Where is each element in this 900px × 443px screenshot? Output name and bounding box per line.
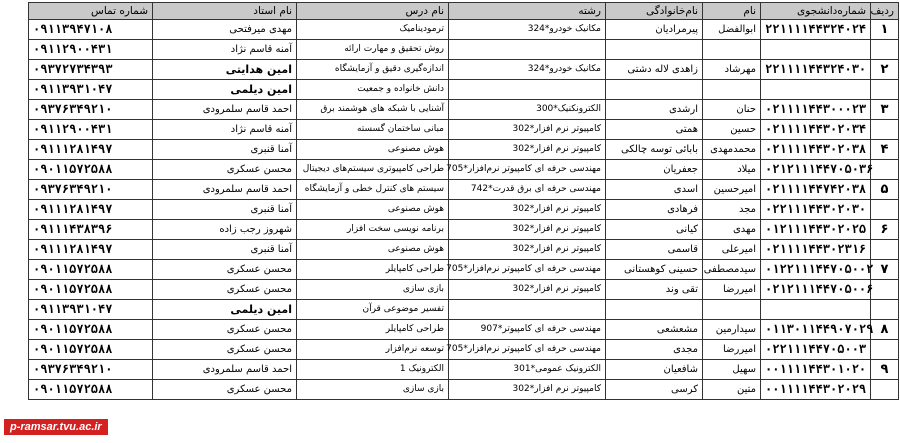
course-cell: هوش مصنوعی	[297, 140, 449, 160]
student-id-cell: ۰۲۱۲۱۱۱۴۴۷۰۵۰۰۶	[761, 280, 871, 300]
table-row	[29, 20, 899, 40]
first-name-cell	[703, 300, 761, 320]
table-row	[29, 360, 899, 380]
first-name-cell: مهرشاد	[703, 60, 761, 80]
first-name-cell	[703, 80, 761, 100]
first-name-cell: امیرعلی	[703, 240, 761, 260]
student-id-cell: ۲۲۱۱۱۱۴۴۳۲۴۰۲۴	[761, 20, 871, 40]
field-cell: کامپیوتر نرم افزار*302	[449, 380, 606, 400]
table-row	[29, 140, 899, 160]
first-name-cell: سیدارمین	[703, 320, 761, 340]
teacher-cell: محسن عسکری	[153, 280, 297, 300]
first-name-cell: امیررضا	[703, 280, 761, 300]
student-id-cell: ۰۲۲۱۱۱۴۴۳۰۲۰۳۰	[761, 200, 871, 220]
row-number-cell: ۲	[871, 60, 899, 80]
last-name-cell: کیانی	[606, 220, 703, 240]
course-cell: ترمودینامیک	[297, 20, 449, 40]
phone-cell: ۰۹۳۷۲۷۳۴۳۹۳	[29, 60, 153, 80]
field-cell: مکانیک خودرو*324	[449, 60, 606, 80]
teacher-cell: شهروز رجب زاده	[153, 220, 297, 240]
field-cell: مهندسی حرفه ای کامپیوتر نرم‌افزار*705	[449, 340, 606, 360]
row-number-cell	[871, 280, 899, 300]
student-id-cell: ۰۰۱۱۱۱۴۴۳۰۲۰۲۹	[761, 380, 871, 400]
row-number-cell: ۸	[871, 320, 899, 340]
student-id-cell: ۰۲۱۱۱۱۴۴۳۰۰۰۲۳	[761, 100, 871, 120]
header-phone: شماره تماس	[29, 3, 153, 20]
student-id-cell: ۰۲۲۱۱۱۴۴۷۰۵۰۰۳	[761, 340, 871, 360]
table-row	[29, 260, 899, 280]
row-number-cell: ۷	[871, 260, 899, 280]
field-cell: کامپیوتر نرم افزار*302	[449, 220, 606, 240]
teacher-cell: احمد قاسم سلمرودی	[153, 100, 297, 120]
table-row	[29, 380, 899, 400]
teacher-cell: محسن عسکری	[153, 160, 297, 180]
header-student-id: شماره‌دانشجوی	[761, 3, 871, 20]
teacher-cell: احمد قاسم سلمرودی	[153, 180, 297, 200]
course-cell: تفسیر موضوعی قرآن	[297, 300, 449, 320]
course-cell: طراحی کامپیوتری سیستم‌های دیجیتال	[297, 160, 449, 180]
teacher-cell: آمنه قاسم نژاد	[153, 40, 297, 60]
phone-cell: ۰۹۰۱۱۵۷۲۵۸۸	[29, 340, 153, 360]
first-name-cell: سیدمصطفی	[703, 260, 761, 280]
last-name-cell: مجدی	[606, 340, 703, 360]
first-name-cell: حنان	[703, 100, 761, 120]
field-cell: مکانیک خودرو*324	[449, 20, 606, 40]
field-cell: مهندسی حرفه ای کامپیوتر*907	[449, 320, 606, 340]
table-row	[29, 180, 899, 200]
course-cell: روش تحقیق و مهارت ارائه	[297, 40, 449, 60]
course-cell: بازی سازی	[297, 380, 449, 400]
first-name-cell: امیررضا	[703, 340, 761, 360]
phone-cell: ۰۹۰۱۱۵۷۲۵۸۸	[29, 260, 153, 280]
course-cell: برنامه نویسی سخت افزار	[297, 220, 449, 240]
phone-cell: ۰۹۰۱۱۵۷۲۵۸۸	[29, 380, 153, 400]
first-name-cell	[703, 40, 761, 60]
student-id-cell	[761, 300, 871, 320]
phone-cell: ۰۹۱۱۳۹۴۷۱۰۸	[29, 20, 153, 40]
last-name-cell	[606, 300, 703, 320]
teacher-cell: مهدی میرفتحی	[153, 20, 297, 40]
course-cell: توسعه نرم‌افزار	[297, 340, 449, 360]
course-cell: بازی سازی	[297, 280, 449, 300]
table-row	[29, 40, 899, 60]
last-name-cell	[606, 40, 703, 60]
phone-cell: ۰۹۰۱۱۵۷۲۵۸۸	[29, 280, 153, 300]
row-number-cell: ۹	[871, 360, 899, 380]
first-name-cell: ابوالفضل	[703, 20, 761, 40]
row-number-cell: ۱	[871, 20, 899, 40]
phone-cell: ۰۹۱۱۲۹۰۰۴۳۱	[29, 120, 153, 140]
table-row	[29, 300, 899, 320]
student-id-cell: ۰۱۱۳۰۱۱۴۴۹۰۷۰۲۹	[761, 320, 871, 340]
row-number-cell: ۴	[871, 140, 899, 160]
last-name-cell: اسدی	[606, 180, 703, 200]
teacher-cell: امین هدایتی	[153, 60, 297, 80]
first-name-cell: متین	[703, 380, 761, 400]
row-number-cell	[871, 160, 899, 180]
first-name-cell: سهیل	[703, 360, 761, 380]
header-last-name: نام‌خانوادگی	[606, 3, 703, 20]
row-number-cell: ۵	[871, 180, 899, 200]
course-cell: هوش مصنوعی	[297, 200, 449, 220]
row-number-cell	[871, 120, 899, 140]
field-cell: الکترونیک عمومی*301	[449, 360, 606, 380]
last-name-cell: جعفریان	[606, 160, 703, 180]
header-teacher: نام استاد	[153, 3, 297, 20]
last-name-cell: بابائی توسه چالکی	[606, 140, 703, 160]
last-name-cell: شافعیان	[606, 360, 703, 380]
phone-cell: ۰۹۱۱۱۲۸۱۴۹۷	[29, 140, 153, 160]
student-id-cell: ۰۲۱۱۱۱۴۴۷۴۲۰۳۸	[761, 180, 871, 200]
student-id-cell: ۰۲۱۲۱۱۱۴۴۷۰۵۰۳۶	[761, 160, 871, 180]
table-row	[29, 160, 899, 180]
last-name-cell: تقی وند	[606, 280, 703, 300]
student-id-cell: ۲۲۱۱۱۱۴۴۳۲۴۰۳۰	[761, 60, 871, 80]
teacher-cell: محسن عسکری	[153, 380, 297, 400]
row-number-cell: ۶	[871, 220, 899, 240]
field-cell: کامپیوتر نرم افزار*302	[449, 140, 606, 160]
table-row	[29, 200, 899, 220]
course-cell: طراحی کامپایلر	[297, 260, 449, 280]
row-number-cell	[871, 380, 899, 400]
table-row	[29, 280, 899, 300]
course-cell: دانش خانواده و جمعیت	[297, 80, 449, 100]
phone-cell: ۰۹۱۱۱۴۳۸۳۹۶	[29, 220, 153, 240]
course-cell: مبانی ساختمان گسسته	[297, 120, 449, 140]
teacher-cell: امین دیلمی	[153, 80, 297, 100]
course-cell: الکترونیک 1	[297, 360, 449, 380]
field-cell	[449, 300, 606, 320]
field-cell: مهندسی حرفه ای برق قدرت*742	[449, 180, 606, 200]
row-number-cell	[871, 240, 899, 260]
table-row	[29, 100, 899, 120]
first-name-cell: میلاد	[703, 160, 761, 180]
teacher-cell: محسن عسکری	[153, 260, 297, 280]
teacher-cell: احمد قاسم سلمرودی	[153, 360, 297, 380]
table-row	[29, 320, 899, 340]
phone-cell: ۰۹۱۱۳۹۳۱۰۴۷	[29, 300, 153, 320]
first-name-cell: امیرحسین	[703, 180, 761, 200]
student-table	[28, 2, 899, 400]
student-id-cell: ۰۲۱۱۱۱۴۴۳۰۲۰۳۴	[761, 120, 871, 140]
course-cell: اندازه‌گیری دقیق و آزمایشگاه	[297, 60, 449, 80]
phone-cell: ۰۹۱۱۳۹۳۱۰۴۷	[29, 80, 153, 100]
course-cell: سیستم های کنترل خطی و آزمایشگاه	[297, 180, 449, 200]
table-row	[29, 340, 899, 360]
last-name-cell: مشعشعی	[606, 320, 703, 340]
course-cell: آشنایی با شبکه های هوشمند برق	[297, 100, 449, 120]
last-name-cell	[606, 80, 703, 100]
teacher-cell: امین دیلمی	[153, 300, 297, 320]
phone-cell: ۰۹۱۱۲۹۰۰۴۳۱	[29, 40, 153, 60]
teacher-cell: محسن عسکری	[153, 320, 297, 340]
table-row	[29, 60, 899, 80]
phone-cell: ۰۹۰۱۱۵۷۲۵۸۸	[29, 160, 153, 180]
field-cell: کامپیوتر نرم افزار*302	[449, 120, 606, 140]
student-id-cell	[761, 40, 871, 60]
field-cell: کامپیوتر نرم افزار*302	[449, 200, 606, 220]
last-name-cell: حسینی کوهستانی	[606, 260, 703, 280]
last-name-cell: همتی	[606, 120, 703, 140]
first-name-cell: محمدمهدی	[703, 140, 761, 160]
field-cell	[449, 40, 606, 60]
table-row	[29, 120, 899, 140]
student-id-cell: ۰۲۱۱۱۱۴۴۳۰۲۳۱۶	[761, 240, 871, 260]
phone-cell: ۰۹۳۷۶۳۴۹۲۱۰	[29, 180, 153, 200]
student-id-cell: ۰۲۱۱۱۱۴۴۳۰۲۰۳۸	[761, 140, 871, 160]
course-cell: هوش مصنوعی	[297, 240, 449, 260]
header-course: نام درس	[297, 3, 449, 20]
last-name-cell: فرهادی	[606, 200, 703, 220]
teacher-cell: آمنه قاسم نژاد	[153, 120, 297, 140]
row-number-cell: ۳	[871, 100, 899, 120]
row-number-cell	[871, 80, 899, 100]
header-row	[29, 3, 899, 20]
student-id-cell	[761, 80, 871, 100]
last-name-cell: زاهدی لاله دشتی	[606, 60, 703, 80]
row-number-cell	[871, 40, 899, 60]
phone-cell: ۰۹۳۷۶۳۴۹۲۱۰	[29, 100, 153, 120]
field-cell: کامپیوتر نرم افزار*302	[449, 240, 606, 260]
header-first-name: نام	[703, 3, 761, 20]
table-row	[29, 80, 899, 100]
last-name-cell: پیرمرادیان	[606, 20, 703, 40]
student-id-cell: ۰۰۱۱۱۱۴۴۳۰۱۰۲۰	[761, 360, 871, 380]
phone-cell: ۰۹۱۱۱۲۸۱۴۹۷	[29, 200, 153, 220]
first-name-cell: حسین	[703, 120, 761, 140]
header-row-number: ردیف	[871, 3, 899, 20]
student-id-cell: ۰۱۲۱۱۱۴۴۳۰۲۰۲۵	[761, 220, 871, 240]
phone-cell: ۰۹۳۷۶۳۴۹۲۱۰	[29, 360, 153, 380]
phone-cell: ۰۹۱۱۱۲۸۱۴۹۷	[29, 240, 153, 260]
header-field: رشته	[449, 3, 606, 20]
first-name-cell: مجد	[703, 200, 761, 220]
field-cell: مهندسی حرفه ای کامپیوتر نرم‌افزار*705	[449, 160, 606, 180]
teacher-cell: محسن عسکری	[153, 340, 297, 360]
row-number-cell	[871, 300, 899, 320]
teacher-cell: آمنا قنبری	[153, 200, 297, 220]
last-name-cell: ارشدی	[606, 100, 703, 120]
teacher-cell: آمنا قنبری	[153, 140, 297, 160]
row-number-cell	[871, 200, 899, 220]
field-cell	[449, 80, 606, 100]
table-row	[29, 240, 899, 260]
site-watermark: p-ramsar.tvu.ac.ir	[4, 419, 108, 435]
last-name-cell: کرسی	[606, 380, 703, 400]
row-number-cell	[871, 340, 899, 360]
table-row	[29, 220, 899, 240]
phone-cell: ۰۹۰۱۱۵۷۲۵۸۸	[29, 320, 153, 340]
field-cell: مهندسی حرفه ای کامپیوتر نرم‌افزار*705	[449, 260, 606, 280]
field-cell: کامپیوتر نرم افزار*302	[449, 280, 606, 300]
table-body	[29, 20, 899, 400]
course-cell: طراحی کامپایلر	[297, 320, 449, 340]
first-name-cell: مهدی	[703, 220, 761, 240]
teacher-cell: آمنا قنبری	[153, 240, 297, 260]
student-id-cell: ۰۱۲۲۱۱۱۴۴۷۰۵۰۰۲	[761, 260, 871, 280]
field-cell: الکترونکنیک*300	[449, 100, 606, 120]
last-name-cell: قاسمی	[606, 240, 703, 260]
